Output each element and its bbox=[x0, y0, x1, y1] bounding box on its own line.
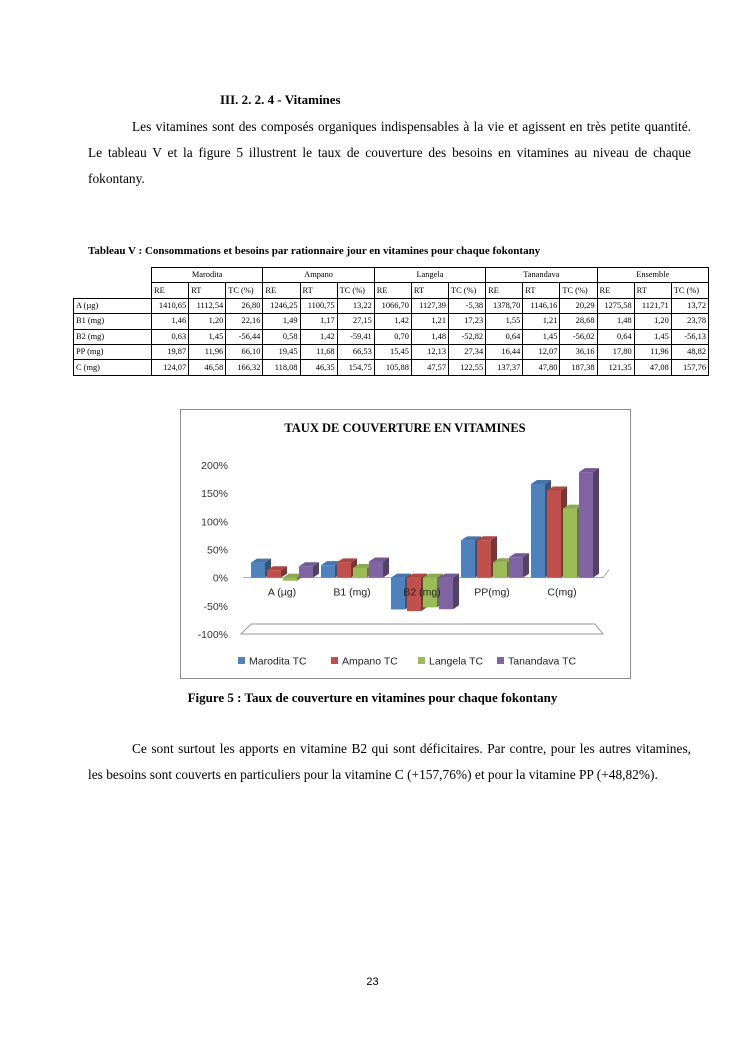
table-cell: 0,64 bbox=[486, 329, 523, 344]
table-cell: -52,82 bbox=[449, 329, 486, 344]
table-cell: 1246,25 bbox=[263, 298, 300, 313]
bar-front bbox=[509, 557, 523, 577]
table-cell: 1,20 bbox=[634, 314, 671, 329]
table-cell: 12,13 bbox=[411, 344, 448, 359]
table-cell: 1112,54 bbox=[189, 298, 226, 313]
bar-front bbox=[283, 578, 297, 581]
table-cell: 12,07 bbox=[523, 344, 560, 359]
legend-label: Marodita TC bbox=[249, 655, 307, 668]
table-cell: 1,48 bbox=[411, 329, 448, 344]
y-tick-label: 200% bbox=[201, 460, 228, 472]
table-cell: 13,72 bbox=[671, 298, 708, 313]
table-row bbox=[74, 298, 709, 313]
table-cell: -59,41 bbox=[337, 329, 374, 344]
vitamin-coverage-chart bbox=[181, 410, 630, 678]
table-cell: 36,16 bbox=[560, 344, 597, 359]
sub-header: RE bbox=[597, 283, 634, 298]
table-cell: 27,34 bbox=[449, 344, 486, 359]
legend-label: Tanandava TC bbox=[508, 655, 577, 668]
table-row bbox=[74, 344, 709, 359]
table-cell: 11,96 bbox=[634, 344, 671, 359]
legend-swatch bbox=[497, 657, 504, 664]
table-cell: 20,29 bbox=[560, 298, 597, 313]
table-cell: 1,45 bbox=[634, 329, 671, 344]
bar-front bbox=[321, 565, 335, 577]
x-category-label: PP(mg) bbox=[474, 586, 510, 599]
table-cell: 19,45 bbox=[263, 344, 300, 359]
table-cell: 48,82 bbox=[671, 344, 708, 359]
sub-header: RE bbox=[263, 283, 300, 298]
bar-front bbox=[299, 566, 313, 577]
table-cell: -56,13 bbox=[671, 329, 708, 344]
table-cell: 17,80 bbox=[597, 344, 634, 359]
x-category-label: C(mg) bbox=[547, 586, 577, 599]
bar-front bbox=[337, 562, 351, 577]
figure-caption: Figure 5 : Taux de couverture en vitamines pour chaque fokontany bbox=[187, 690, 558, 705]
sub-header: RE bbox=[152, 283, 189, 298]
x-category-label: B2 (mg) bbox=[403, 586, 441, 599]
bar-front bbox=[369, 562, 383, 578]
table-cell: 166,32 bbox=[226, 360, 263, 375]
table-cell: 1,21 bbox=[523, 314, 560, 329]
table-cell: 1,45 bbox=[189, 329, 226, 344]
table-cell: 0,58 bbox=[263, 329, 300, 344]
table-cell: 0,63 bbox=[152, 329, 189, 344]
intro-paragraph bbox=[88, 114, 691, 192]
bar-front bbox=[477, 540, 491, 577]
y-tick-label: -50% bbox=[203, 600, 228, 613]
sub-header: RE bbox=[486, 283, 523, 298]
table-cell: 157,76 bbox=[671, 360, 708, 375]
legend-swatch bbox=[418, 657, 425, 664]
sub-header: RE bbox=[374, 283, 411, 298]
bar-side bbox=[523, 553, 529, 577]
x-category-label: A (µg) bbox=[267, 586, 297, 599]
sub-header: TC (%) bbox=[337, 283, 374, 298]
table-cell: 13,22 bbox=[337, 298, 374, 313]
table-caption: Tableau V : Consommations et besoins par rationnaire jour en vitamines pour chaque fokontany bbox=[88, 245, 541, 257]
row-label: B2 (mg) bbox=[74, 329, 152, 344]
y-tick-label: -100% bbox=[197, 629, 228, 641]
y-tick-label: 100% bbox=[201, 516, 228, 529]
table-cell: 16,44 bbox=[486, 344, 523, 359]
bar bbox=[439, 574, 459, 610]
bar bbox=[579, 468, 599, 578]
table-cell: -56,44 bbox=[226, 329, 263, 344]
row-label: B1 (mg) bbox=[74, 314, 152, 329]
sub-header: RT bbox=[634, 283, 671, 298]
bar-front bbox=[353, 568, 367, 578]
table-cell: 0,70 bbox=[374, 329, 411, 344]
bar-front bbox=[547, 490, 561, 577]
sub-header: RT bbox=[411, 283, 448, 298]
x-category-label: B1 (mg) bbox=[333, 586, 371, 599]
table-cell: 1,20 bbox=[189, 314, 226, 329]
group-header: Ensemble bbox=[597, 268, 709, 283]
bar bbox=[299, 562, 319, 577]
group-header: Langela bbox=[374, 268, 485, 283]
chart-title: TAUX DE COUVERTURE EN VITAMINES bbox=[284, 421, 526, 435]
table-cell: 46,58 bbox=[189, 360, 226, 375]
table-cell: 1146,16 bbox=[523, 298, 560, 313]
table-cell: -5,38 bbox=[449, 298, 486, 313]
y-tick-label: 150% bbox=[201, 488, 228, 501]
conclusion-paragraph-text: Ce sont surtout les apports en vitamine B2 qui sont déficitaires. Par contre, pour les autres vitamines, les besoins sont couverts en particuliers pour la vitamine C (+157,76%) et pour la vitamine PP (+48,82%). bbox=[88, 741, 691, 782]
legend-label: Ampano TC bbox=[342, 655, 398, 668]
table-row bbox=[74, 314, 709, 329]
sub-header: RT bbox=[523, 283, 560, 298]
table-cell: 66,53 bbox=[337, 344, 374, 359]
table-cell: 11,68 bbox=[300, 344, 337, 359]
intro-paragraph-text: Les vitamines sont des composés organiques indispensables à la vie et agissent en très petite quantité. Le tableau V et la figure 5 illustrent le taux de couverture des besoins en vitamines au niveau de chaque fokontany. bbox=[88, 119, 691, 186]
table-cell: 17,23 bbox=[449, 314, 486, 329]
group-header: Tanandava bbox=[486, 268, 597, 283]
table-cell: 47,80 bbox=[523, 360, 560, 375]
table-cell: 124,07 bbox=[152, 360, 189, 375]
table-cell: 1378,70 bbox=[486, 298, 523, 313]
table-cell: 47,57 bbox=[411, 360, 448, 375]
table-cell: 122,55 bbox=[449, 360, 486, 375]
vitamins-table bbox=[73, 267, 709, 376]
sub-header: TC (%) bbox=[449, 283, 486, 298]
table-cell: 26,80 bbox=[226, 298, 263, 313]
chart-frame bbox=[180, 409, 631, 679]
page-number: 23 bbox=[366, 976, 379, 988]
table-cell: 22,16 bbox=[226, 314, 263, 329]
bar-front bbox=[251, 563, 265, 578]
bar-front bbox=[579, 472, 593, 578]
legend-label: Langela TC bbox=[429, 655, 484, 668]
bar-front bbox=[461, 540, 475, 577]
table-cell: 0,64 bbox=[597, 329, 634, 344]
row-label: C (mg) bbox=[74, 360, 152, 375]
section-title: III. 2. 2. 4 - Vitamines bbox=[220, 92, 341, 107]
row-label: PP (mg) bbox=[74, 344, 152, 359]
bar bbox=[369, 558, 389, 578]
table-cell: 46,35 bbox=[300, 360, 337, 375]
table-cell: 66,10 bbox=[226, 344, 263, 359]
table-cell: 1,48 bbox=[597, 314, 634, 329]
legend-swatch bbox=[331, 657, 338, 664]
bar-side bbox=[593, 468, 599, 578]
table-cell: 1121,71 bbox=[634, 298, 671, 313]
table-cell: 1410,65 bbox=[152, 298, 189, 313]
table-cell: 137,37 bbox=[486, 360, 523, 375]
table-group-header-row bbox=[74, 268, 709, 283]
table-cell: 27,15 bbox=[337, 314, 374, 329]
table-subheader-row bbox=[74, 283, 709, 298]
table-cell: 105,88 bbox=[374, 360, 411, 375]
table-cell: 1127,39 bbox=[411, 298, 448, 313]
table-cell: 118,08 bbox=[263, 360, 300, 375]
table-row bbox=[74, 360, 709, 375]
table-cell: 1,42 bbox=[374, 314, 411, 329]
sub-header: TC (%) bbox=[560, 283, 597, 298]
bar bbox=[509, 553, 529, 577]
table-cell: 1,21 bbox=[411, 314, 448, 329]
table-cell: 15,45 bbox=[374, 344, 411, 359]
sub-header: TC (%) bbox=[671, 283, 708, 298]
group-header: Ampano bbox=[263, 268, 374, 283]
table-corner bbox=[74, 268, 152, 283]
bar-front bbox=[531, 484, 545, 578]
table-cell: 47,08 bbox=[634, 360, 671, 375]
legend-swatch bbox=[238, 657, 245, 664]
table-cell: 187,38 bbox=[560, 360, 597, 375]
bar-front bbox=[267, 570, 281, 577]
table-cell: 1,45 bbox=[523, 329, 560, 344]
table-cell: 121,35 bbox=[597, 360, 634, 375]
table-cell: -56,02 bbox=[560, 329, 597, 344]
table-cell: 1275,58 bbox=[597, 298, 634, 313]
group-header: Marodita bbox=[152, 268, 263, 283]
zero-line-depth bbox=[603, 570, 609, 578]
chart-floor bbox=[241, 624, 603, 634]
bar-front bbox=[563, 509, 577, 578]
bar-side bbox=[453, 574, 459, 610]
conclusion-paragraph bbox=[88, 736, 691, 788]
row-label: A (µg) bbox=[74, 298, 152, 313]
y-tick-label: 0% bbox=[212, 572, 228, 585]
table-cell: 1,46 bbox=[152, 314, 189, 329]
table-cell: 1100,75 bbox=[300, 298, 337, 313]
table-cell: 1,49 bbox=[263, 314, 300, 329]
table-cell: 1,55 bbox=[486, 314, 523, 329]
y-tick-label: 50% bbox=[206, 544, 228, 557]
table-cell: 1066,70 bbox=[374, 298, 411, 313]
sub-header: RT bbox=[189, 283, 226, 298]
sub-header: RT bbox=[300, 283, 337, 298]
bar-front bbox=[439, 578, 453, 610]
table-cell: 28,68 bbox=[560, 314, 597, 329]
table-cell: 23,78 bbox=[671, 314, 708, 329]
table-row bbox=[74, 329, 709, 344]
table-corner bbox=[74, 283, 152, 298]
table-cell: 1,17 bbox=[300, 314, 337, 329]
table-cell: 1,42 bbox=[300, 329, 337, 344]
sub-header: TC (%) bbox=[226, 283, 263, 298]
table-cell: 154,75 bbox=[337, 360, 374, 375]
bar-front bbox=[493, 562, 507, 577]
table-cell: 11,96 bbox=[189, 344, 226, 359]
table-cell: 19,87 bbox=[152, 344, 189, 359]
